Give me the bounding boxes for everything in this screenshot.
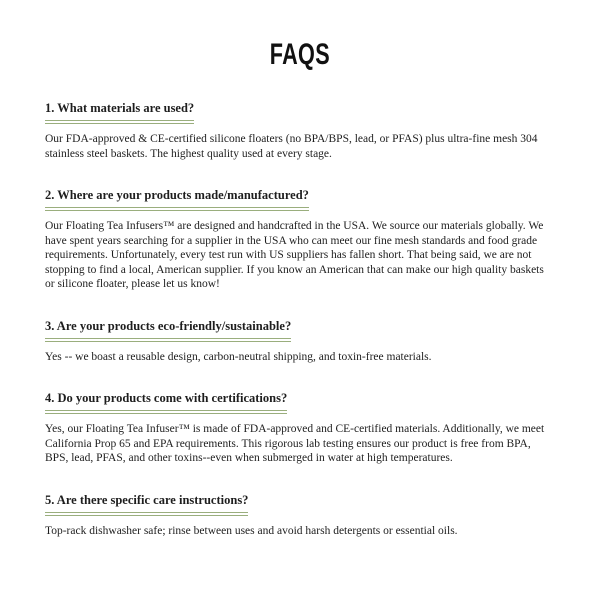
faq-item bbox=[45, 493, 555, 539]
faq-item bbox=[45, 101, 555, 161]
faq-item bbox=[45, 188, 555, 292]
faq-answer-3: Yes -- we boast a reusable design, carbon-neutral shipping, and toxin-free materials. bbox=[45, 350, 432, 363]
faq-answer-1: Our FDA-approved & CE-certified silicone floaters (no BPA/BPS, lead, or PFAS) plus ultra-fine mesh 304 stainless steel baskets. The highest quality used at every stage. bbox=[45, 133, 538, 160]
faq-item bbox=[45, 391, 555, 466]
faq-answer-2: Our Floating Tea Infusers™ are designed and handcrafted in the USA. We source our materials globally. We have spent years searching for a supplier in the USA who can meet our fine mesh standards and food grade requirements. Unfortunately, every test run with US suppliers has fallen short. That being said, we are not stopping to find a local, American supplier. If you know an American that can make our high quality baskets or silicone floater, please let us know! bbox=[45, 220, 544, 290]
faq-question-1: 1. What materials are used? bbox=[45, 101, 194, 124]
page-title-text: FAQS bbox=[269, 38, 331, 71]
faq-answer-4: Yes, our Floating Tea Infuser™ is made of FDA-approved and CE-certified materials. Additionally, we meet California Prop 65 and EPA requirements. This rigorous lab testing ensures our product is free from BPA, BPS, lead, PFAS, and other toxins--even when submerged in water at high temperatures. bbox=[45, 423, 545, 464]
faq-question-5: 5. Are there specific care instructions? bbox=[45, 493, 248, 516]
faq-question-2: 2. Where are your products made/manufactured? bbox=[45, 188, 309, 211]
faq-question-3: 3. Are your products eco-friendly/sustainable? bbox=[45, 319, 291, 342]
faq-item bbox=[45, 319, 555, 365]
faq-list bbox=[45, 101, 555, 538]
page-title bbox=[0, 38, 600, 71]
faq-answer-5: Top-rack dishwasher safe; rinse between uses and avoid harsh detergents or essential oils. bbox=[45, 524, 458, 537]
faq-question-4: 4. Do your products come with certifications? bbox=[45, 391, 287, 414]
